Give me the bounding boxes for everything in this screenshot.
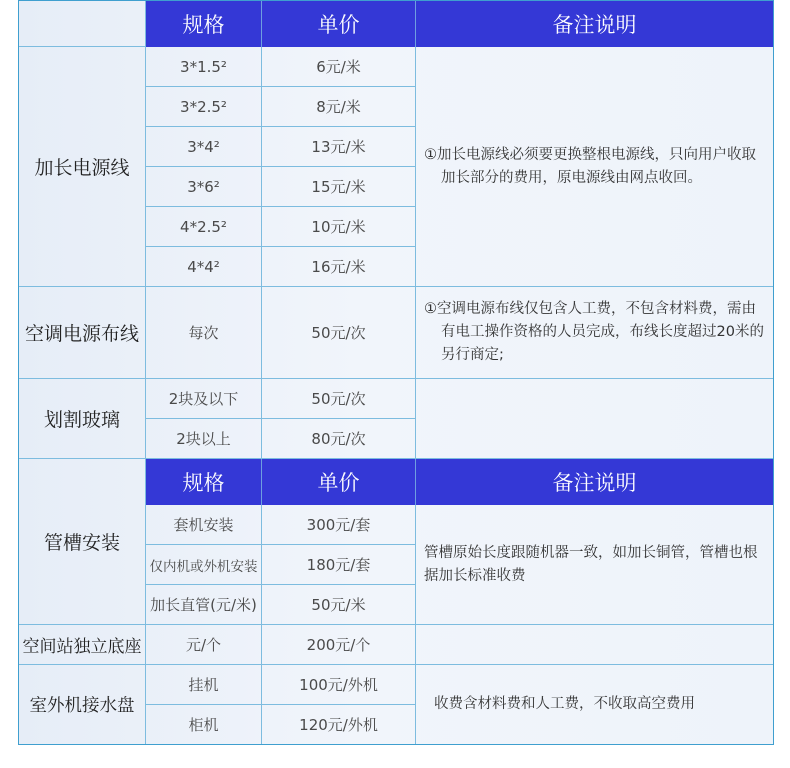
category-base: 空间站独立底座 [19,625,146,665]
note-drain-pan [416,665,773,744]
spec-cell: 4*2.5² [146,207,262,247]
header-spec: 规格 [146,1,262,47]
header-note: 备注说明 [416,1,773,47]
spec-cell: 3*2.5² [146,87,262,127]
price-cell: 200元/个 [262,625,416,665]
price-cell: 10元/米 [262,207,416,247]
spec-cell: 挂机 [146,665,262,705]
category-power-extension: 加长电源线 [19,47,146,287]
spec-cell: 3*4² [146,127,262,167]
spec-cell: 2块以上 [146,419,262,459]
price-cell: 180元/套 [262,545,416,585]
price-table [18,0,774,745]
header-note-2: 备注说明 [416,459,773,505]
price-cell: 15元/米 [262,167,416,207]
category-drain-pan: 室外机接水盘 [19,665,146,744]
category-glass-cutting: 划割玻璃 [19,379,146,459]
price-cell: 100元/外机 [262,665,416,705]
price-cell: 8元/米 [262,87,416,127]
header-spec-2: 规格 [146,459,262,505]
spec-cell: 套机安装 [146,505,262,545]
spec-cell: 加长直管(元/米) [146,585,262,625]
price-cell: 16元/米 [262,247,416,287]
spec-cell: 柜机 [146,705,262,744]
price-cell: 120元/外机 [262,705,416,744]
spec-cell: 元/个 [146,625,262,665]
note-text: ①空调电源布线仅包含人工费，不包含材料费，需由有电工操作资格的人员完成，布线长度超过20米的另行商定; [424,301,764,363]
note-power-extension [416,47,773,287]
spec-cell: 4*4² [146,247,262,287]
note-text: ①加长电源线必须要更换整根电源线，只向用户收取加长部分的费用，原电源线由网点收回。 [424,146,756,186]
category-conduit: 管槽安装 [19,459,146,625]
price-cell: 6元/米 [262,47,416,87]
category-ac-wiring: 空调电源布线 [19,287,146,379]
spec-cell: 3*1.5² [146,47,262,87]
header-price: 单价 [262,1,416,47]
price-cell: 50元/次 [262,379,416,419]
price-cell: 300元/套 [262,505,416,545]
spec-cell: 每次 [146,287,262,379]
price-cell: 50元/米 [262,585,416,625]
note-conduit [416,505,773,625]
price-cell: 13元/米 [262,127,416,167]
price-cell: 80元/次 [262,419,416,459]
price-cell: 50元/次 [262,287,416,379]
category-header-blank [19,1,146,47]
note-base [416,625,773,665]
spec-cell: 3*6² [146,167,262,207]
note-glass-cutting [416,379,773,459]
note-text: 收费含材料费和人工费，不收取高空费用 [434,696,695,712]
spec-cell: 仅内机或外机安装 [146,545,262,585]
header-price-2: 单价 [262,459,416,505]
note-text: 管槽原始长度跟随机器一致，如加长铜管，管槽也根据加长标准收费 [424,544,758,584]
note-ac-wiring [416,287,773,379]
spec-cell: 2块及以下 [146,379,262,419]
